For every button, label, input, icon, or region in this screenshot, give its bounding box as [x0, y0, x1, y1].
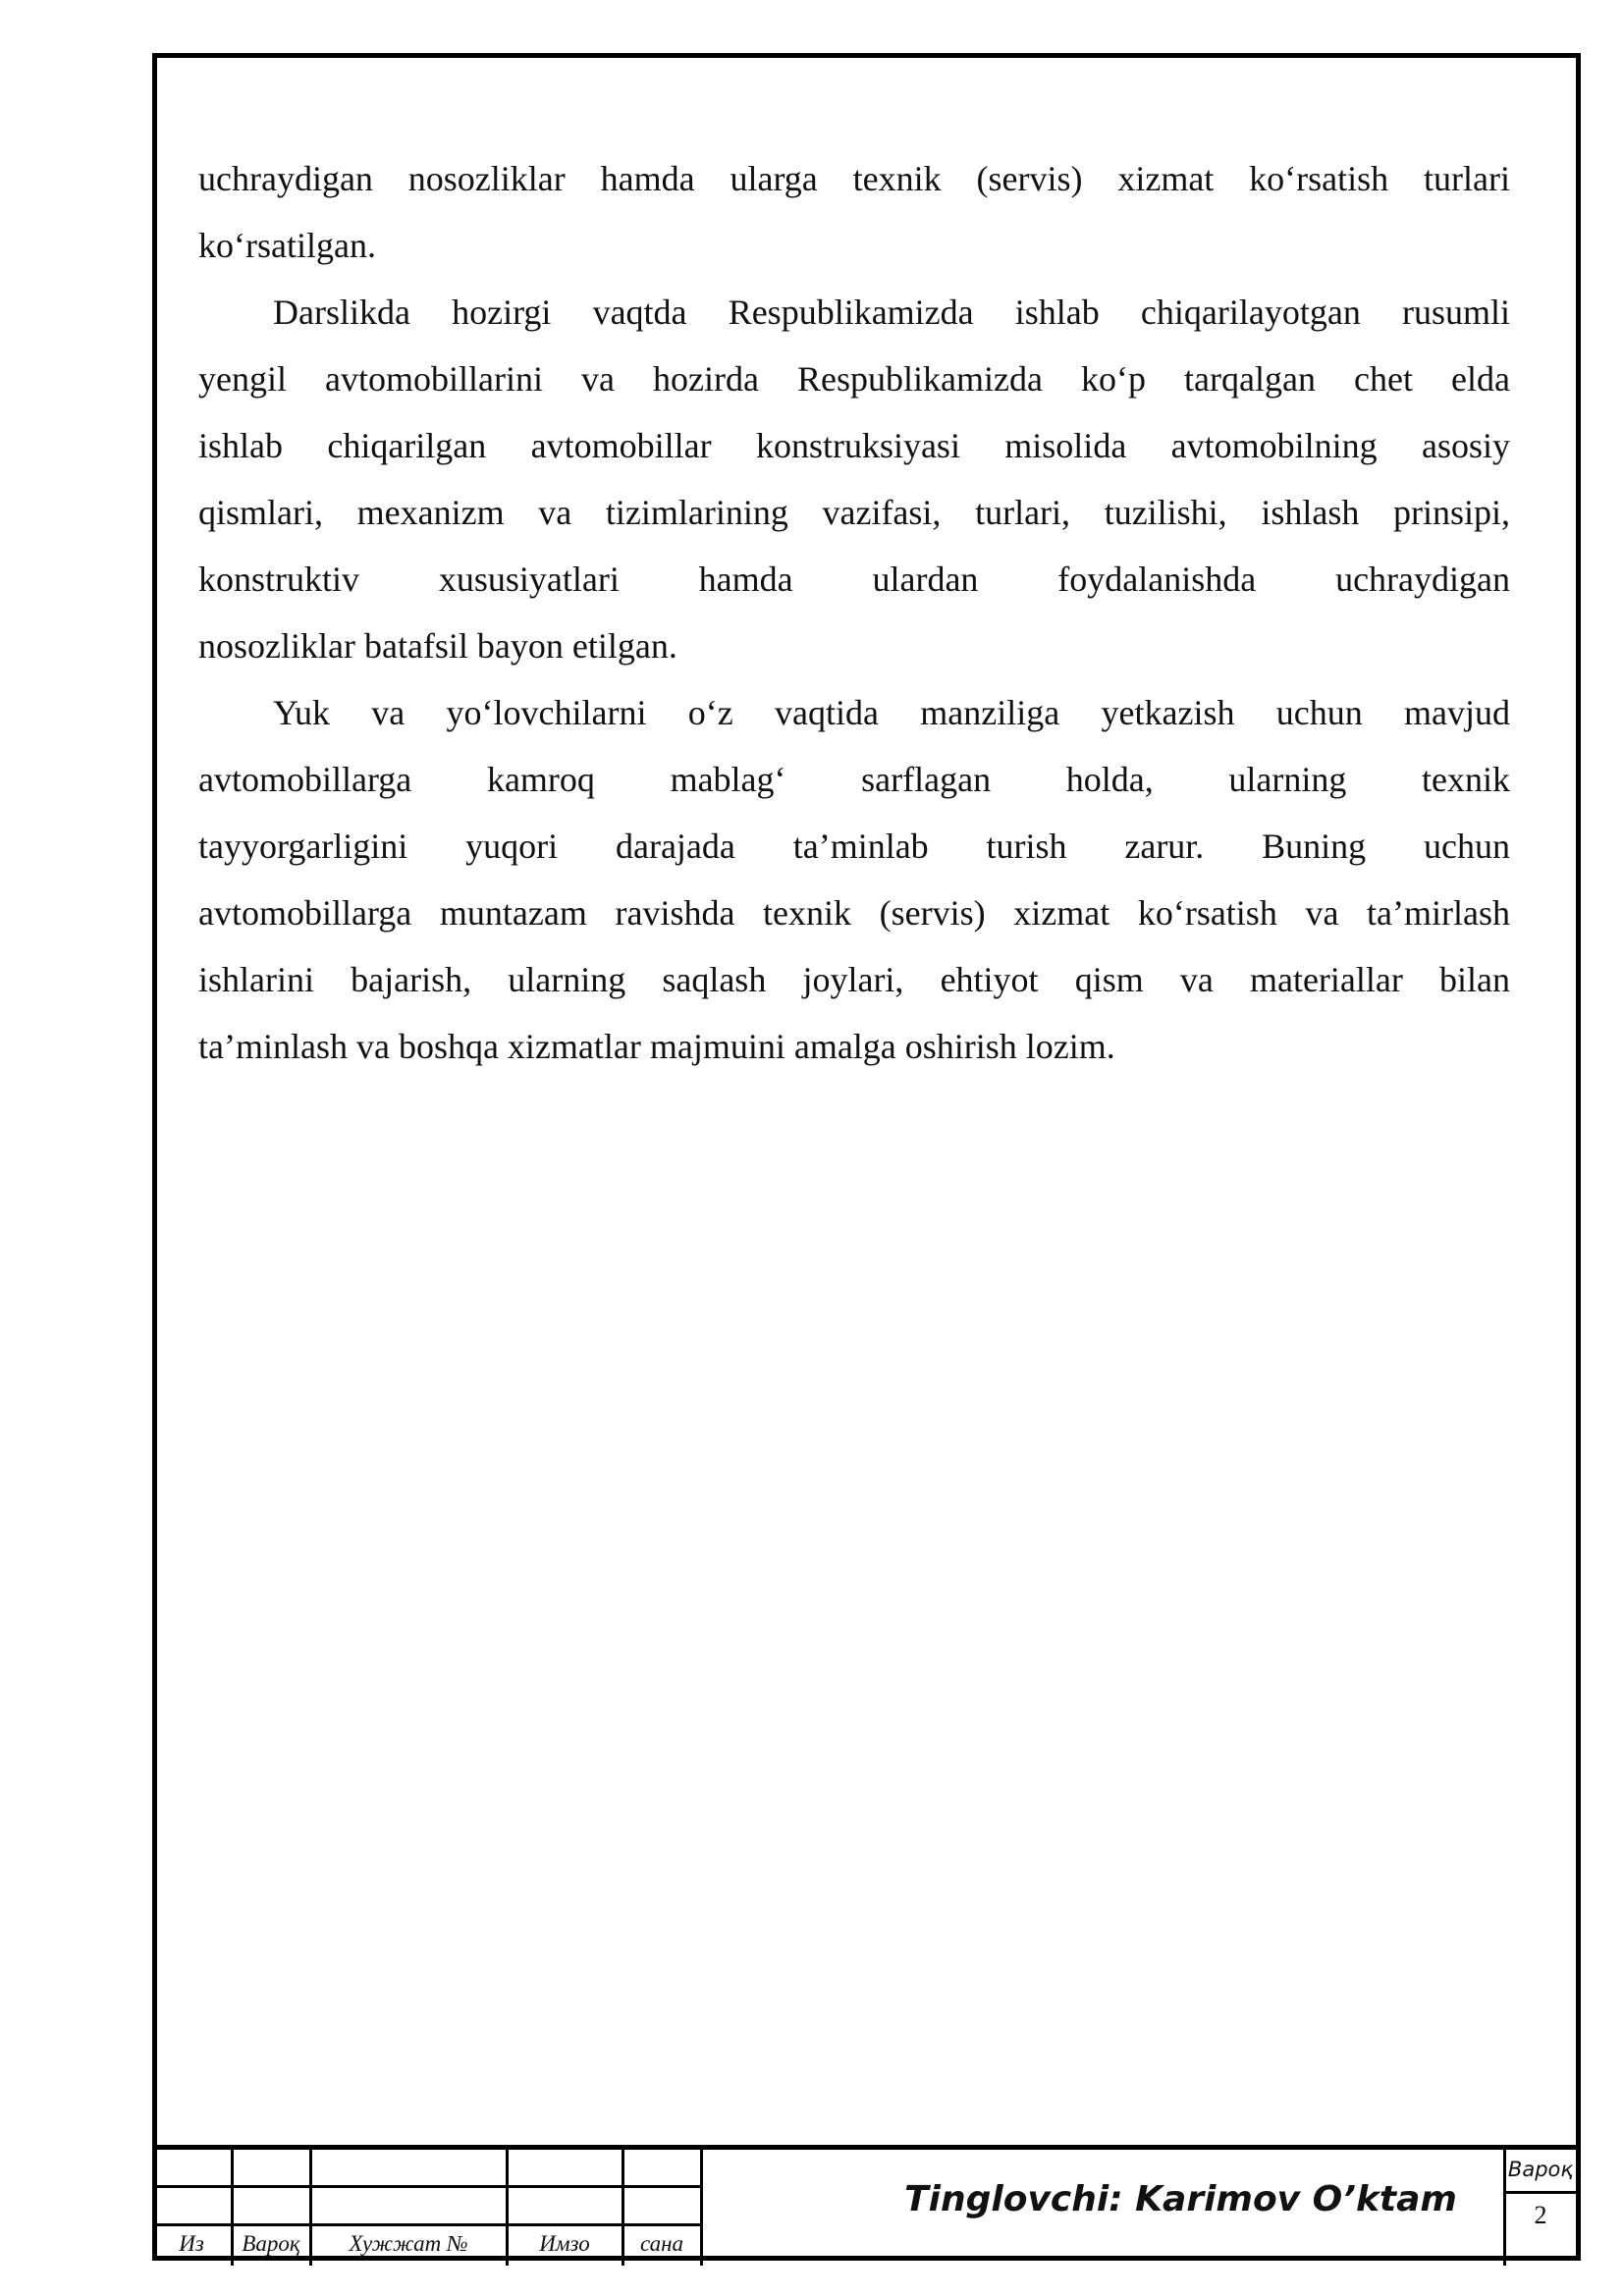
listener-name: Tinglovchi: Karimov O’ktam	[904, 2179, 1457, 2219]
col-varoq-label: Вароқ	[242, 2231, 300, 2256]
paragraph-start-line: Darslikda hozirgi vaqtda Respublikamizda ishlab chiqarilayotgan rusumli	[273, 293, 1510, 332]
col-date-label: сана	[639, 2231, 684, 2256]
text-line: nosozliklar batafsil bayon etilgan.	[198, 626, 677, 666]
text-line: konstruktiv xususiyatlari hamda ulardan foydalanishda uchraydigan	[198, 560, 1510, 599]
text-line: ko‘rsatilgan.	[198, 226, 376, 265]
text-line: ta’minlash va boshqa xizmatlar majmuini amalga oshirish lozim.	[198, 1027, 1115, 1066]
text-line: avtomobillarga kamroq mablag‘ sarflagan holda, ularning texnik	[198, 760, 1510, 799]
sheet-number: 2	[1534, 2201, 1547, 2229]
col-document-number-label: Хужжат №	[349, 2231, 468, 2256]
paragraph-start-line: Yuk va yo‘lovchilarni o‘z vaqtida manziliga yetkazish uchun mavjud	[273, 693, 1510, 732]
title-block	[152, 2145, 1581, 2261]
divider	[152, 2223, 702, 2226]
sheet-label: Вароқ	[1507, 2158, 1574, 2181]
text-line: tayyorgarligini yuqori darajada ta’minlab turish zarur. Buning uchun	[198, 827, 1510, 866]
text-line: uchraydigan nosozliklar hamda ularga texnik (servis) xizmat ko‘rsatish turlari	[198, 159, 1510, 198]
col-iz-label: Из	[179, 2231, 204, 2256]
col-signature-label: Имзо	[539, 2231, 590, 2256]
text-line: ishlab chiqarilgan avtomobillar konstruksiyasi misolida avtomobilning asosiy	[198, 426, 1510, 465]
text-line: yengil avtomobillarini va hozirda Respublikamizda ko‘p tarqalgan chet elda	[198, 359, 1510, 399]
text-line: qismlari, mexanizm va tizimlarining vazifasi, turlari, tuzilishi, ishlash prinsipi,	[198, 493, 1510, 532]
text-line: avtomobillarga muntazam ravishda texnik (servis) xizmat ko‘rsatish va ta’mirlash	[198, 893, 1510, 933]
divider	[152, 2185, 702, 2188]
text-line: ishlarini bajarish, ularning saqlash joylari, ehtiyot qism va materiallar bilan	[198, 960, 1510, 999]
